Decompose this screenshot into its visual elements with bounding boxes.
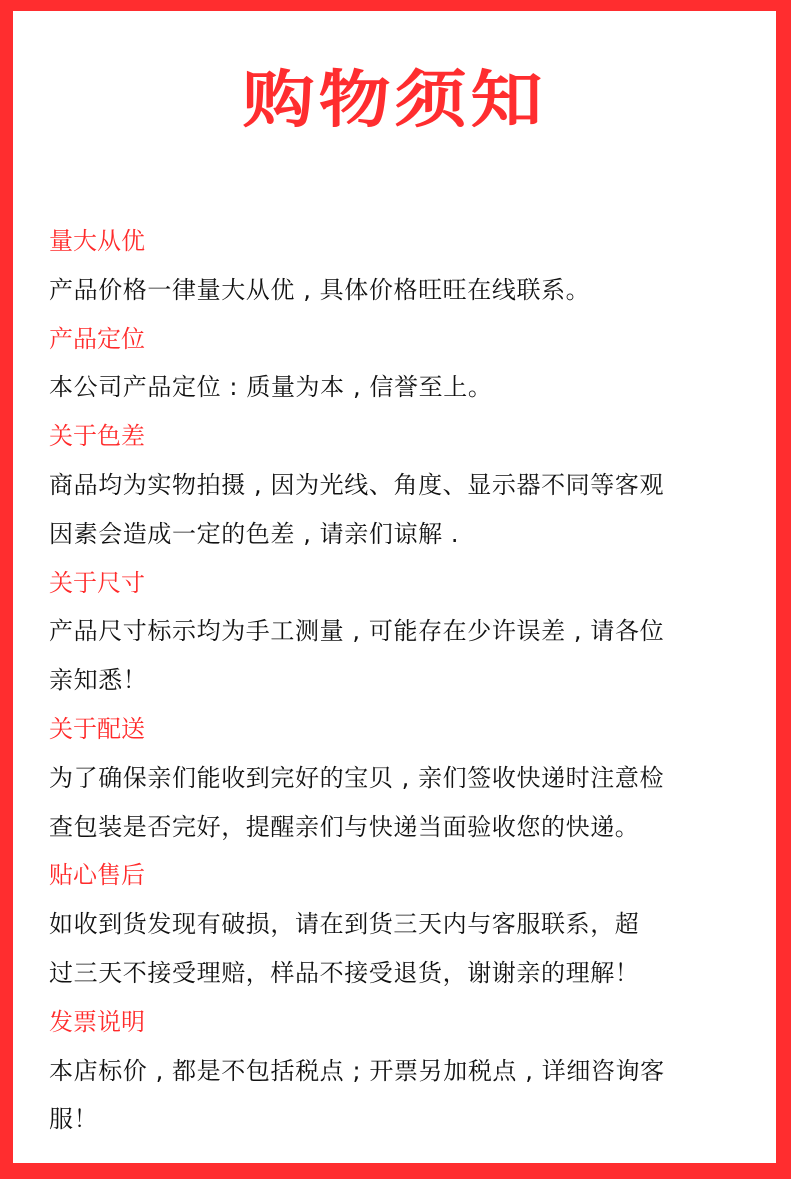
notice-card <box>13 11 776 1163</box>
section-heading: 关于尺寸 <box>49 568 145 597</box>
section-text: 因素会造成一定的色差 , 请亲们谅解 . <box>49 519 460 548</box>
section-heading: 关于配送 <box>49 714 145 743</box>
section-invoice <box>49 998 749 1144</box>
section-text: 过三天不接受理赔，样品不接受退货，谢谢亲的理解！ <box>49 958 640 987</box>
section-product-positioning <box>49 315 749 413</box>
section-text: 查包装是否完好，提醒亲们与快递当面验收您的快递。 <box>49 812 640 841</box>
section-heading: 量大从优 <box>49 227 145 255</box>
page-title: 购物须知 <box>242 63 547 136</box>
section-bulk-discount <box>49 217 749 315</box>
section-text: 为了确保亲们能收到完好的宝贝 , 亲们签收快递时注意检 <box>49 763 665 792</box>
section-text: 本公司产品定位 : 质量为本 , 信誉至上。 <box>49 373 493 402</box>
section-delivery <box>49 705 749 851</box>
section-text: 服！ <box>49 1105 99 1134</box>
section-size <box>49 559 749 705</box>
section-text: 如收到货发现有破损，请在到货三天内与客服联系，超 <box>49 910 640 939</box>
section-after-sales <box>49 851 749 997</box>
section-text: 产品价格一律量大从优 , 具体价格旺旺在线联系。 <box>49 275 591 304</box>
section-text: 本店标价 , 都是不包括税点 ; 开票另加税点 , 详细咨询客 <box>49 1056 665 1085</box>
section-text: 商品均为实物拍摄 , 因为光线、角度、显示器不同等客观 <box>49 470 665 499</box>
section-text: 产品尺寸标示均为手工测量 , 可能存在少许误差 , 请各位 <box>49 617 665 646</box>
section-heading: 产品定位 <box>49 324 145 353</box>
section-color-difference <box>49 412 749 558</box>
section-text: 亲知悉！ <box>49 666 148 695</box>
section-heading: 发票说明 <box>49 1007 145 1036</box>
section-heading: 关于色差 <box>49 422 145 451</box>
notice-content <box>49 217 749 1144</box>
section-heading: 贴心售后 <box>49 861 145 890</box>
